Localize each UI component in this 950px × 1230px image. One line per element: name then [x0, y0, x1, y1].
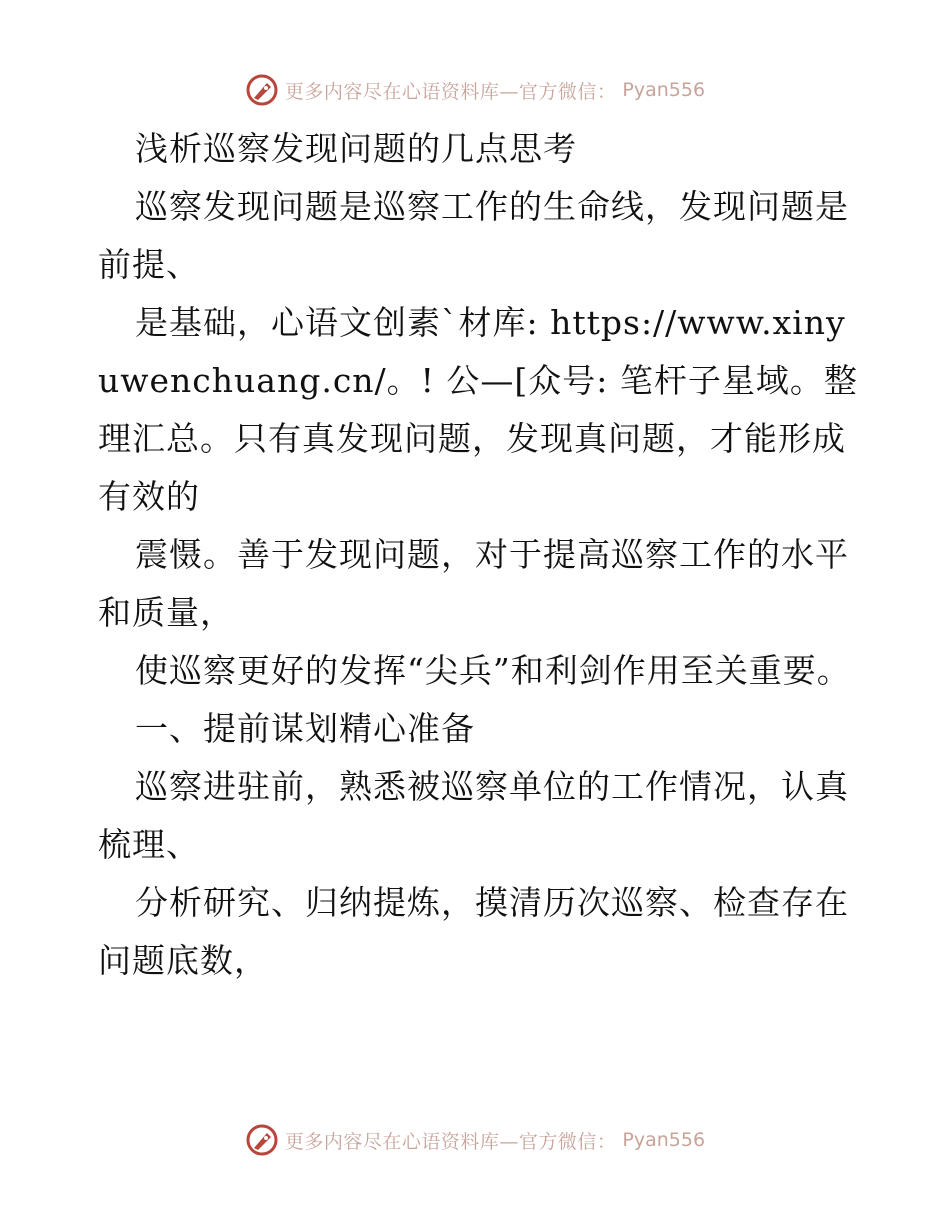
pen-nib-logo-icon	[245, 1123, 279, 1157]
pen-nib-logo-icon	[245, 73, 279, 107]
banner-contact: Pyan556	[622, 1129, 706, 1151]
paragraph: 震慑。善于发现问题，对于提高巡察工作的水平和质量，	[98, 535, 849, 632]
banner-contact: Pyan556	[622, 79, 706, 101]
paragraph: 巡察进驻前，熟悉被巡察单位的工作情况，认真梳理、	[98, 767, 849, 864]
banner-text: 更多内容尽在心语资料库—官方微信：	[284, 1130, 617, 1153]
paragraph: 分析研究、归纳提炼，摸清历次巡察、检查存在问题底数，	[98, 883, 849, 980]
paragraph: 是基础，心语文创素`材库: https://www.xinyuwenchuang.cn/。! 公—[众号: 笔杆子星域。整理汇总。只有真发现问题，发现真问题，才能形成有效的	[98, 303, 858, 516]
paragraph: 使巡察更好的发挥“尖兵”和利剑作用至关重要。	[135, 651, 851, 690]
document-title: 浅析巡察发现问题的几点思考	[135, 129, 577, 168]
document-body	[98, 120, 858, 990]
paragraph: 巡察发现问题是巡察工作的生命线，发现问题是前提、	[98, 187, 849, 284]
section-heading: 一、提前谋划精心准备	[135, 709, 475, 748]
footer-banner	[0, 1120, 950, 1160]
header-banner	[0, 70, 950, 110]
banner-text: 更多内容尽在心语资料库—官方微信：	[284, 80, 617, 103]
